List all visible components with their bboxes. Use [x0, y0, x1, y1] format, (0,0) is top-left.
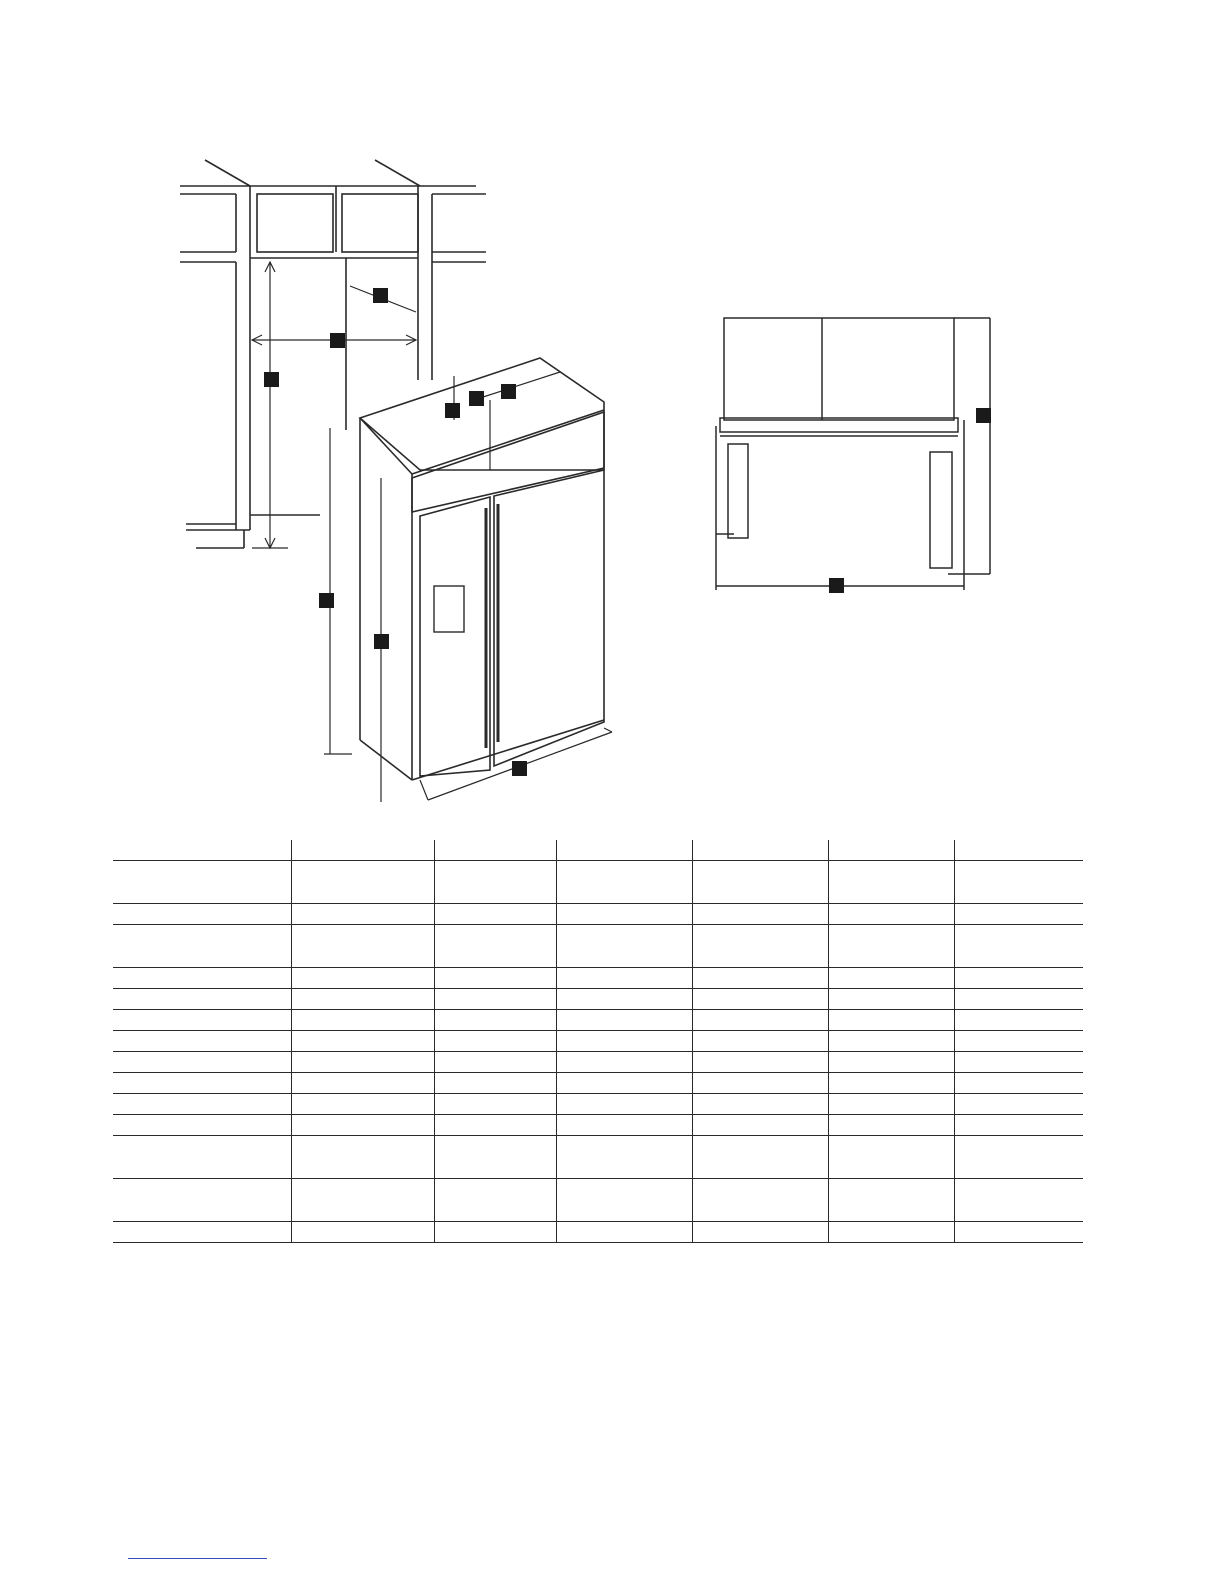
table-cell — [434, 1030, 556, 1051]
table-row — [113, 860, 1083, 903]
table-cell — [692, 1221, 828, 1242]
table-cell — [954, 1178, 1083, 1221]
callout-marker — [330, 333, 345, 348]
table-cell — [291, 1093, 434, 1114]
table-cell — [113, 1093, 291, 1114]
callout-marker — [829, 578, 844, 593]
table-cell — [291, 903, 434, 924]
table-cell — [556, 924, 692, 967]
table-cell — [434, 903, 556, 924]
table-row — [113, 1030, 1083, 1051]
table-cell — [434, 1114, 556, 1135]
cabinet-outline — [180, 160, 486, 548]
table-cell — [556, 967, 692, 988]
table-cell — [434, 1221, 556, 1242]
table-cell — [828, 1009, 954, 1030]
callout-marker — [373, 288, 388, 303]
table-cell — [692, 967, 828, 988]
table-cell — [434, 1135, 556, 1178]
table-row — [113, 924, 1083, 967]
table-row — [113, 1178, 1083, 1221]
table-cell — [556, 903, 692, 924]
table-cell — [291, 1072, 434, 1093]
table-cell — [692, 1030, 828, 1051]
table-cell — [828, 1114, 954, 1135]
table-cell — [113, 1030, 291, 1051]
table-cell — [692, 1051, 828, 1072]
table-row — [113, 988, 1083, 1009]
table-cell — [556, 1178, 692, 1221]
table-cell — [692, 988, 828, 1009]
table-cell — [434, 988, 556, 1009]
table-cell — [954, 1114, 1083, 1135]
table-cell — [291, 860, 434, 903]
table-cell — [113, 840, 291, 860]
table-cell — [434, 1009, 556, 1030]
table-cell — [556, 1135, 692, 1178]
table-cell — [954, 1030, 1083, 1051]
table-cell — [692, 1178, 828, 1221]
table-cell — [692, 1114, 828, 1135]
callout-marker — [469, 391, 484, 406]
callout-marker — [374, 634, 389, 649]
table-cell — [692, 924, 828, 967]
table-cell — [692, 1072, 828, 1093]
table-cell — [954, 1135, 1083, 1178]
table-cell — [954, 1009, 1083, 1030]
dimensions-table — [113, 840, 1083, 1243]
table-cell — [954, 1072, 1083, 1093]
table-cell — [434, 1072, 556, 1093]
top-view-outline — [716, 318, 990, 590]
table-row — [113, 1009, 1083, 1030]
top-view-diagram — [700, 305, 1010, 605]
table-cell — [291, 1178, 434, 1221]
callout-marker — [264, 372, 279, 387]
table-cell — [692, 1093, 828, 1114]
table-cell — [828, 1178, 954, 1221]
table-row — [113, 1135, 1083, 1178]
table-cell — [434, 1178, 556, 1221]
table-cell — [113, 1135, 291, 1178]
table-cell — [556, 988, 692, 1009]
table-cell — [291, 924, 434, 967]
table-cell — [828, 860, 954, 903]
table-cell — [113, 967, 291, 988]
table-cell — [291, 967, 434, 988]
table-cell — [291, 840, 434, 860]
callout-markers — [264, 288, 527, 776]
table-cell — [828, 1221, 954, 1242]
callout-marker — [512, 761, 527, 776]
table-cell — [954, 840, 1083, 860]
table-cell — [291, 1030, 434, 1051]
table-cell — [828, 1135, 954, 1178]
table-cell — [291, 988, 434, 1009]
callout-marker — [976, 408, 991, 423]
table-cell — [113, 1009, 291, 1030]
table-cell — [692, 860, 828, 903]
table-cell — [954, 860, 1083, 903]
table-cell — [291, 1009, 434, 1030]
table-cell — [556, 840, 692, 860]
table-cell — [954, 967, 1083, 988]
table-cell — [434, 860, 556, 903]
table-cell — [556, 1114, 692, 1135]
table-cell — [113, 1051, 291, 1072]
table-cell — [692, 1009, 828, 1030]
table-cell — [113, 860, 291, 903]
table-row — [113, 1072, 1083, 1093]
table-cell — [291, 1051, 434, 1072]
table-row — [113, 840, 1083, 860]
table-cell — [556, 1051, 692, 1072]
table-cell — [556, 1221, 692, 1242]
table-row — [113, 1114, 1083, 1135]
table-cell — [434, 967, 556, 988]
table-cell — [556, 1030, 692, 1051]
table-cell — [954, 903, 1083, 924]
table-cell — [828, 967, 954, 988]
table-cell — [954, 1093, 1083, 1114]
table-cell — [556, 1009, 692, 1030]
table-cell — [556, 1072, 692, 1093]
table-cell — [954, 1051, 1083, 1072]
table-cell — [291, 1114, 434, 1135]
table-cell — [113, 924, 291, 967]
table-cell — [828, 840, 954, 860]
table-row — [113, 967, 1083, 988]
table-row — [113, 1221, 1083, 1242]
table-row — [113, 1093, 1083, 1114]
table-cell — [828, 1072, 954, 1093]
footer-link-underline[interactable] — [128, 1558, 267, 1559]
table-cell — [434, 840, 556, 860]
table-cell — [434, 924, 556, 967]
table-cell — [828, 1093, 954, 1114]
table-cell — [434, 1051, 556, 1072]
table-cell — [113, 1072, 291, 1093]
table-cell — [692, 903, 828, 924]
installed-refrigerator-diagram — [170, 150, 640, 820]
table-cell — [113, 903, 291, 924]
table-cell — [556, 860, 692, 903]
table-cell — [828, 903, 954, 924]
table-cell — [291, 1135, 434, 1178]
table-cell — [692, 840, 828, 860]
table-cell — [954, 988, 1083, 1009]
refrigerator-body — [360, 358, 604, 780]
table-cell — [434, 1093, 556, 1114]
table-row — [113, 903, 1083, 924]
table-cell — [113, 1178, 291, 1221]
table-cell — [828, 988, 954, 1009]
table-cell — [828, 1030, 954, 1051]
table-cell — [828, 924, 954, 967]
table-cell — [113, 1114, 291, 1135]
table-cell — [828, 1051, 954, 1072]
callout-marker — [445, 403, 460, 418]
table-cell — [113, 988, 291, 1009]
table-cell — [954, 924, 1083, 967]
callout-marker — [501, 384, 516, 399]
table-row — [113, 1051, 1083, 1072]
callout-marker — [319, 593, 334, 608]
table-cell — [692, 1135, 828, 1178]
table-cell — [113, 1221, 291, 1242]
table-cell — [556, 1093, 692, 1114]
table-cell — [291, 1221, 434, 1242]
table-cell — [954, 1221, 1083, 1242]
